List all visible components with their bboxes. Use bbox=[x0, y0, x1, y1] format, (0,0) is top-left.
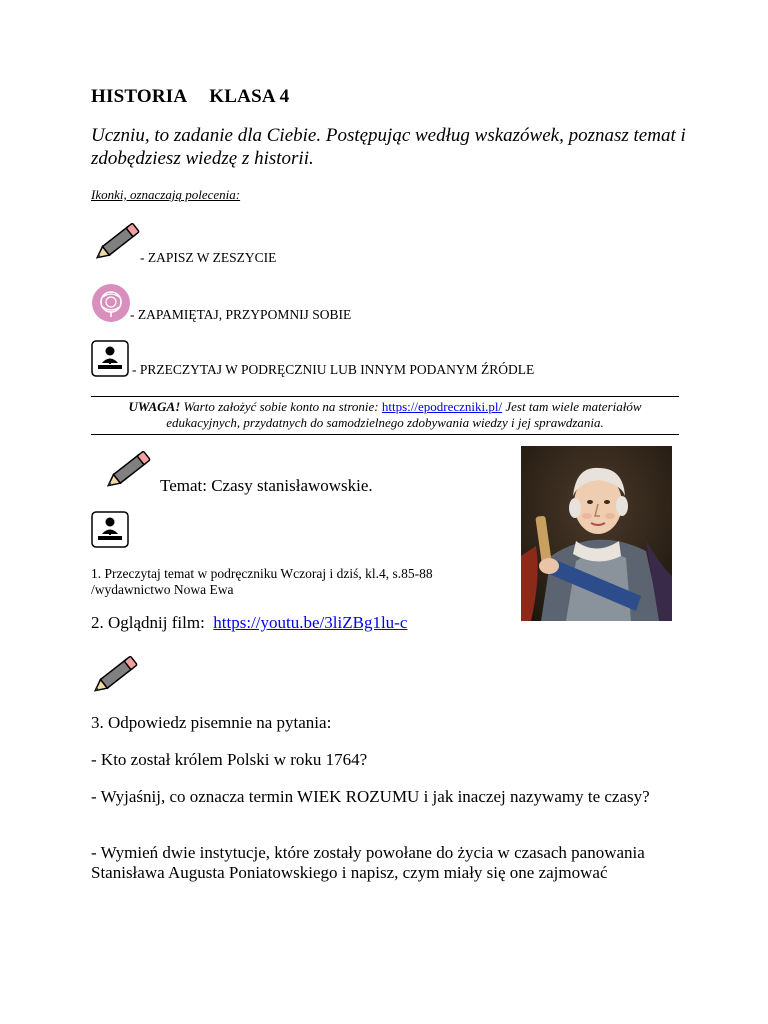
legend-title: Ikonki, oznaczają polecenia: bbox=[91, 187, 241, 202]
legend-item-read: - PRZECZYTAJ W PODRĘCZNIU LUB INNYM PODANYM ŹRÓDLE bbox=[132, 362, 535, 377]
task-2-label: 2. Oglądnij film: bbox=[91, 613, 205, 632]
notice-text-before: Warto założyć sobie konto na stronie: bbox=[180, 399, 382, 414]
legend-item-remember: - ZAPAMIĘTAJ, PRZYPOMNIJ SOBIE bbox=[130, 307, 352, 322]
pencil-icon bbox=[91, 218, 145, 266]
page-title bbox=[91, 86, 289, 108]
question-1: - Kto został królem Polski w roku 1764? bbox=[91, 750, 368, 769]
question-2: - Wyjaśnij, co oznacza termin WIEK ROZUMU i jak inaczej nazywamy te czasy? bbox=[91, 787, 650, 806]
reading-person-icon bbox=[91, 340, 129, 377]
brain-icon bbox=[91, 283, 131, 323]
notice-text-after: Jest tam wiele materiałów edukacyjnych, przydatnych do samodzielnego zdobywania wiedzy i jej sprawdzania. bbox=[166, 399, 642, 430]
pencil-icon bbox=[102, 446, 156, 494]
subject-label: HISTORIA bbox=[91, 86, 188, 107]
reading-person-icon bbox=[91, 511, 129, 548]
notice-label: UWAGA! bbox=[128, 399, 181, 414]
notice-box bbox=[91, 396, 679, 435]
epodreczniki-link[interactable]: https://epodreczniki.pl/ bbox=[381, 399, 503, 414]
youtube-video-link[interactable]: https://youtu.be/3liZBg1lu-c bbox=[213, 613, 408, 632]
grade-label: KLASA 4 bbox=[209, 86, 290, 107]
legend-item-write: - ZAPISZ W ZESZYCIE bbox=[140, 250, 277, 265]
intro-text: Uczniu, to zadanie dla Ciebie. Postępując według wskazówek, poznasz temat i zdobędziesz wiedzę z historii. bbox=[91, 125, 686, 169]
task-3-text: 3. Odpowiedz pisemnie na pytania: bbox=[91, 713, 332, 732]
question-3: - Wymień dwie instytucje, które zostały powołane do życia w czasach panowania Stanisława Augusta Poniatowskiego i napisz, czym miały się one zajmować bbox=[91, 843, 645, 882]
lesson-topic: Temat: Czasy stanisławowskie. bbox=[160, 476, 373, 495]
pencil-icon bbox=[89, 651, 143, 699]
king-portrait-image bbox=[521, 446, 672, 621]
task-1-text: 1. Przeczytaj temat w podręczniku Wczoraj i dziś, kl.4, s.85-88 /wydawnictwo Nowa Ewa bbox=[91, 566, 433, 597]
task-2 bbox=[91, 613, 407, 633]
